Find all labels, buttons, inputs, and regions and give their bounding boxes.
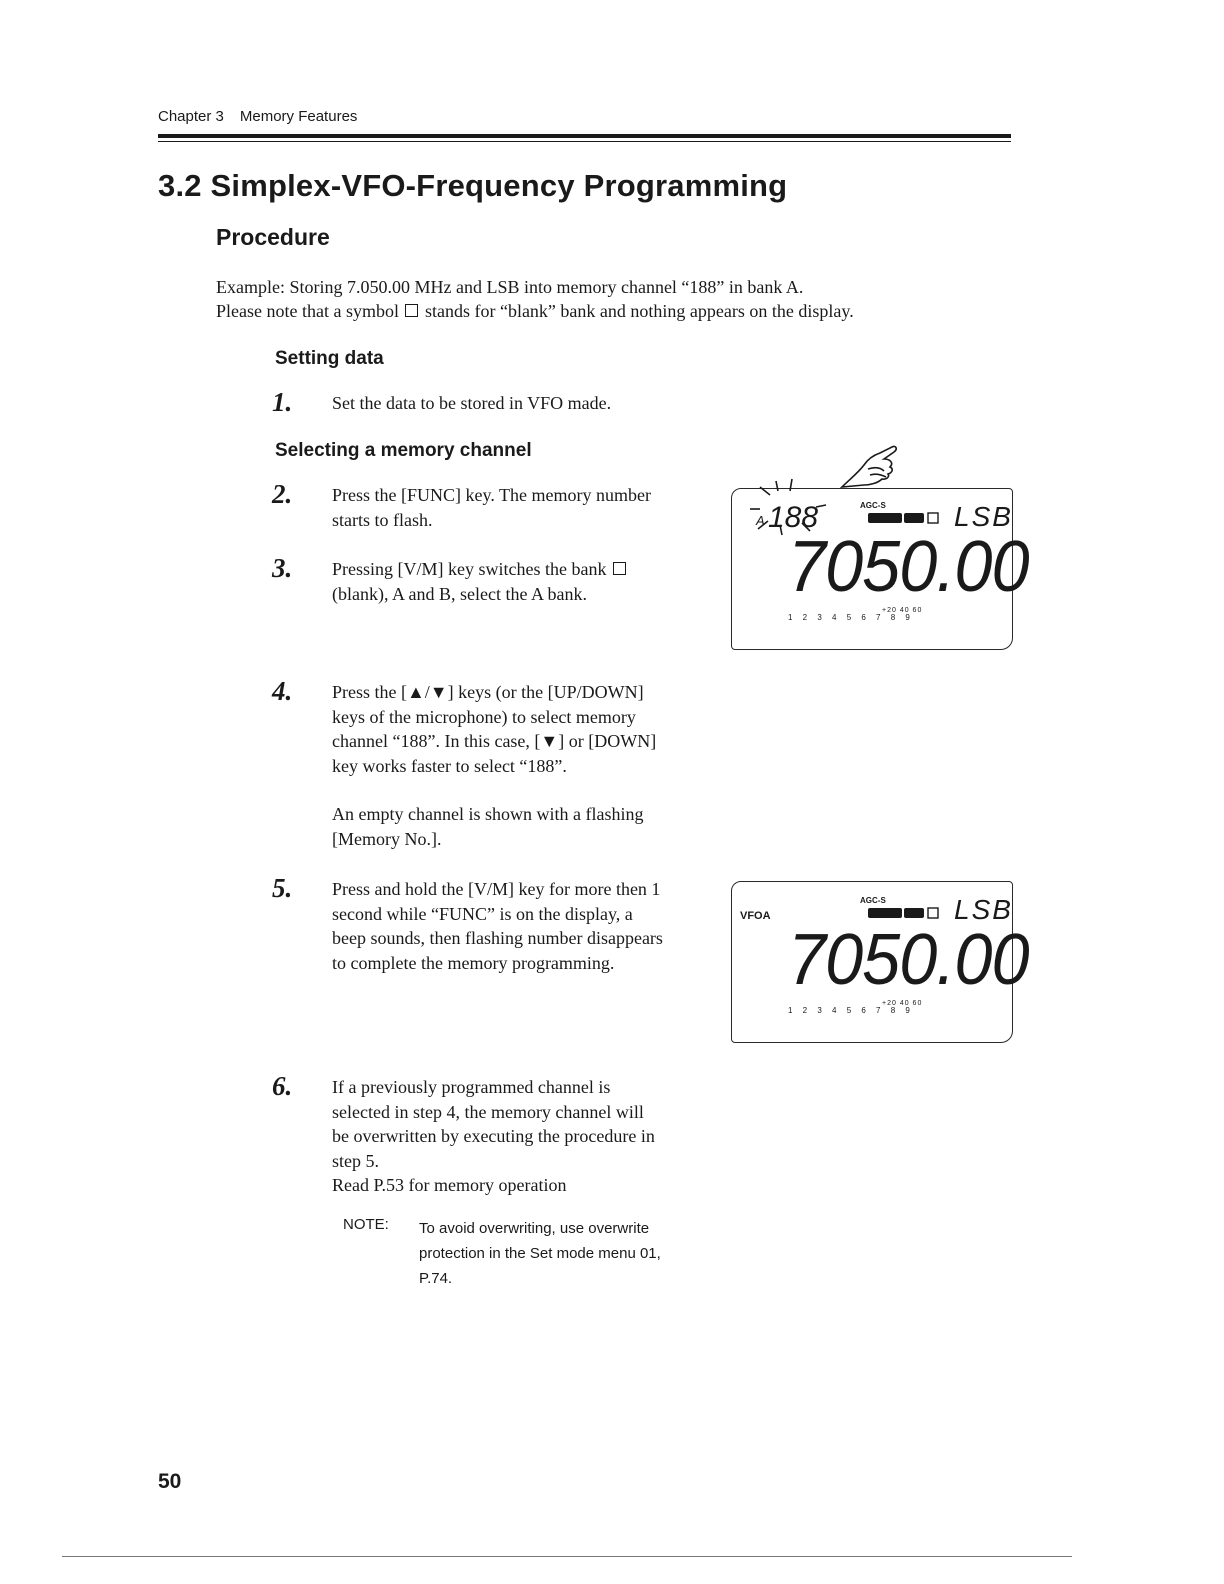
rf-gain-bar-icon: [868, 511, 942, 525]
frequency-readout: 7050.00: [788, 527, 1029, 607]
memory-channel-readout: 188: [768, 501, 819, 534]
note-text: To avoid overwriting, use overwrite protection in the Set mode menu 01, P.74.: [419, 1220, 661, 1287]
agc-indicator: AGC-S: [860, 896, 886, 905]
note-label: NOTE:: [343, 1216, 389, 1233]
header-rule-thin: [158, 141, 1011, 142]
step-6-number: 6.: [272, 1071, 293, 1101]
pointing-hand-icon: [838, 443, 900, 493]
intro-line-1: Example: Storing 7.050.00 MHz and LSB into memory channel “188” in bank A.: [216, 277, 804, 297]
section-number: 3.2: [158, 168, 202, 203]
blank-bank-symbol: [613, 562, 626, 575]
step-1-text: Set the data to be stored in VFO made.: [332, 393, 612, 413]
vfo-indicator: VFOA: [740, 910, 771, 922]
selecting-heading: Selecting a memory channel: [275, 440, 532, 461]
mode-readout: LSB: [954, 894, 1013, 925]
section-title: [158, 168, 787, 204]
chapter-title: Memory Features: [239, 108, 358, 125]
s-meter-scale: 1 2 3 4 5 6 7 8 9: [788, 1006, 914, 1015]
s-meter-scale: 1 2 3 4 5 6 7 8 9: [788, 613, 914, 622]
bank-indicator: A: [756, 513, 765, 528]
step-2-number: 2.: [272, 479, 293, 509]
running-head: [158, 108, 357, 125]
rf-gain-bar-icon: [868, 906, 942, 920]
step-2-text: Press the [FUNC] key. The memory number starts to flash.: [332, 485, 651, 530]
procedure-heading: Procedure: [216, 224, 330, 250]
header-rule: [158, 134, 1011, 138]
step-1-number: 1.: [272, 387, 293, 417]
lcd-display-vfo: [731, 881, 1029, 1043]
step-5-text: Press and hold the [V/M] key for more then 1 second while “FUNC” is on the display, a beep sounds, then flashing number disappears to complete the memory programming.: [332, 879, 663, 973]
step-3-text: Pressing [V/M] key switches the bank (blank), A and B, select the A bank.: [332, 557, 628, 606]
step-3-number: 3.: [272, 553, 293, 583]
section-title-text: Simplex-VFO-Frequency Programming: [210, 168, 788, 203]
mode-readout: LSB: [954, 501, 1013, 532]
s-meter-plus-scale: +20 40 60: [882, 1000, 923, 1007]
scan-edge-line: [62, 1556, 1072, 1557]
step-4-number: 4.: [272, 676, 293, 706]
setting-data-heading: Setting data: [275, 348, 384, 369]
agc-indicator: AGC-S: [860, 501, 886, 510]
chapter-label: Chapter 3: [158, 108, 224, 125]
intro-line-2: Please note that a symbol stands for “blank” bank and nothing appears on the display.: [216, 301, 854, 321]
page-number: 50: [158, 1470, 182, 1493]
step-5-number: 5.: [272, 873, 293, 903]
lcd-display-memory-flash: [731, 488, 1029, 650]
frequency-readout: 7050.00: [788, 920, 1029, 1000]
step-6-text: If a previously programmed channel is selected in step 4, the memory channel will be overwritten by executing the procedure in step 5. Read P.53 for memory operation: [332, 1077, 655, 1195]
blank-bank-symbol: [405, 304, 418, 317]
s-meter-plus-scale: +20 40 60: [882, 607, 923, 614]
step-4-text: Press the [▲/▼] keys (or the [UP/DOWN] keys of the microphone) to select memory channel “188”. In this case, [▼] or [DOWN] key works faster to select “188”. An empty channel is shown with a flashing [Memory No.].: [332, 682, 657, 849]
